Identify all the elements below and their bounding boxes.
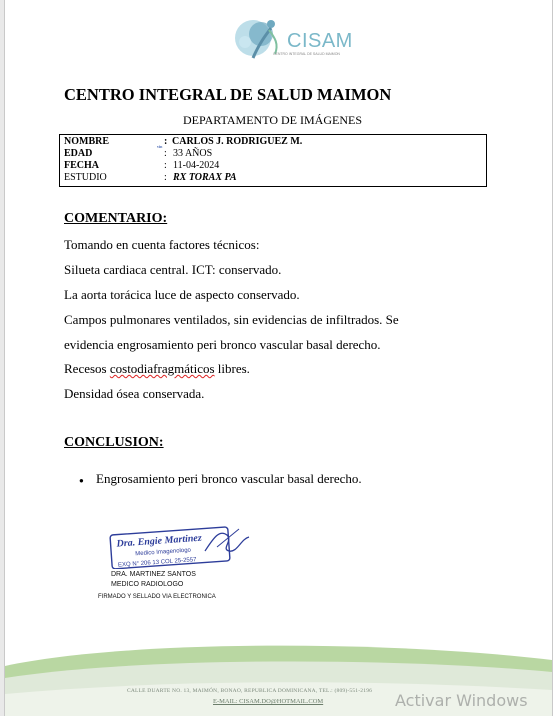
footer-email: E-MAIL: CISAM.DO@HOTMAIL.COM xyxy=(213,698,324,705)
field-label: FECHA xyxy=(64,160,99,171)
signer-title: MEDICO RADIOLOGO xyxy=(111,581,184,588)
comment-line: Silueta cardiaca central. ICT: conservado. xyxy=(64,262,282,277)
field-colon: : xyxy=(164,172,167,183)
logo-name: CISAM xyxy=(287,30,353,52)
signature-scribble xyxy=(205,533,249,551)
doctor-stamp xyxy=(109,521,255,569)
conclusion-item: Engrosamiento peri bronco vascular basal derecho. xyxy=(96,471,362,486)
comment-line: Tomando en cuenta factores técnicos: xyxy=(64,237,260,252)
field-value: CARLOS J. RODRIGUEZ M. xyxy=(172,136,303,147)
field-label: ESTUDIO xyxy=(64,172,107,183)
stamp-code: EXQ N° 206 13 COL 25-2557 xyxy=(117,557,197,569)
field-value: 11-04-2024 xyxy=(173,160,220,171)
comment-line: Densidad ósea conservada. xyxy=(64,386,205,401)
document-page xyxy=(4,0,553,716)
field-label: EDAD xyxy=(64,148,93,159)
field-label: NOMBRE xyxy=(64,136,109,147)
recesos-prefix: Recesos xyxy=(64,361,110,376)
field-colon: : xyxy=(164,136,168,147)
stamp-role: Medico Imagenologo xyxy=(135,547,192,558)
comment-line: Campos pulmonares ventilados, sin evidencias de infiltrados. Se xyxy=(64,312,399,327)
page-title: CENTRO INTEGRAL DE SALUD MAIMON xyxy=(64,85,392,104)
activate-windows-watermark: Activar Windows xyxy=(395,691,528,710)
signer-name: DRA. MARTINEZ SANTOS xyxy=(111,571,196,578)
comment-line: evidencia engrosamiento peri bronco vascular basal derecho. xyxy=(64,337,381,352)
conclusion-heading: CONCLUSION: xyxy=(64,435,164,450)
comment-line: La aorta torácica luce de aspecto conservado. xyxy=(64,287,300,302)
footer-address: CALLE DUARTE NO. 13, MAIMÓN, BONAO, REPUBLICA DOMINICANA, TEL.: (809)-551-2196 xyxy=(127,688,373,694)
field-colon: : xyxy=(164,160,167,171)
stamp-name: Dra. Engie Martinez xyxy=(116,532,203,550)
field-value: RX TORAX PA xyxy=(173,172,237,183)
patient-marker: vin xyxy=(157,144,163,149)
logo-emblem-icon xyxy=(231,14,291,64)
recesos-suffix: libres. xyxy=(214,361,250,376)
logo-subtitle: CENTRO INTEGRAL DE SALUD MAIMON xyxy=(273,52,340,56)
spellcheck-word: costodiafragmáticos xyxy=(109,361,215,376)
patient-info-box xyxy=(59,134,487,187)
signature-note: FIRMADO Y SELLADO VIA ELECTRONICA xyxy=(98,594,216,600)
field-value: 33 AÑOS xyxy=(173,148,213,159)
bullet-icon: ● xyxy=(79,476,84,485)
comment-heading: COMENTARIO: xyxy=(64,211,168,226)
cisam-logo xyxy=(231,14,351,64)
field-colon: : xyxy=(164,148,167,159)
comment-line xyxy=(64,361,250,377)
department-label: DEPARTAMENTO DE IMÁGENES xyxy=(183,113,362,127)
